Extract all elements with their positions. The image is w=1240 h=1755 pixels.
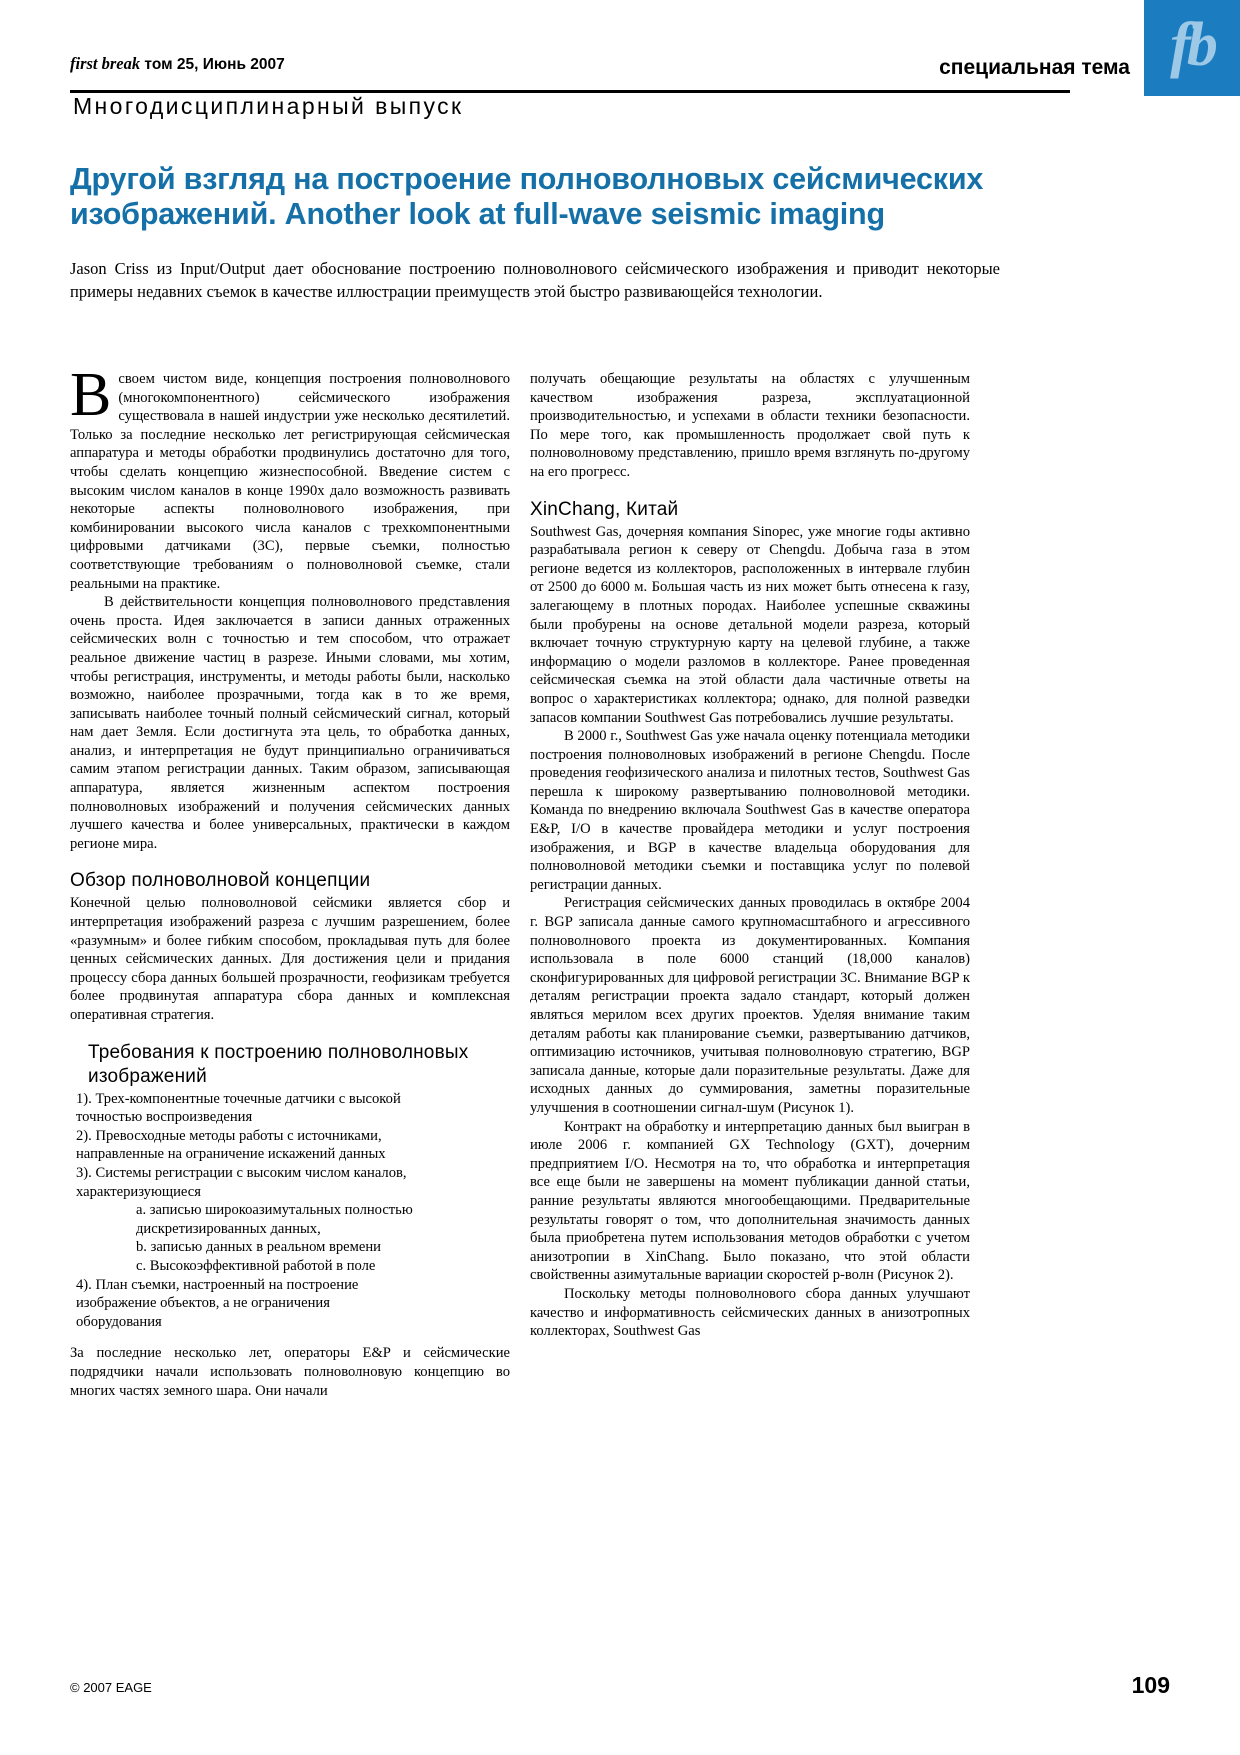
fb-logo-text: fb bbox=[1170, 11, 1214, 79]
right-paragraph-4: Регистрация сейсмических данных проводилась в октябре 2004 г. BGP записала данные самого крупномасштабного и агрессивного полноволнового проекта из документированных. Компания использовала в поле 6000 станций (18,000 каналов) сконфигурированных для цифровой регистрации 3С. Внимание BGP к деталям регистрации проекта задало стандарт, который должен являться мерилом всех других проектов. Уделяя внимание таким деталям работы как планирование съемки, развертыванию датчиков, оптимизацию источников, учитывая полноволновую стратегию, BGP записала данные, которые дали поразительные результаты. Даже для исходных данных до суммирования, заметны поразительные улучшения в соотношении сигнал-шум (Рисунок 1). bbox=[530, 895, 970, 1116]
fb-logo bbox=[1144, 0, 1240, 96]
list-item: характеризующиеся bbox=[76, 1183, 201, 1200]
left-paragraph-2: В действительности концепция полноволнового представления очень проста. Идея заключается в записи данных отраженных сейсмических волн с точностью и тем способом, что отражает реальное движение частиц в разрезе. Иными словами, мы хотим, чтобы регистрация, инструменты, и методы работы были, насколько возможно, наиболее прозрачными, тогда как в то же время, записывать наиболее точный полный сейсмический сигнал, который нам дает Земля. Если достигнута эта цель, то обработка данных, анализ, и интерпретация не будут принципиально ограничиваться самим этапом регистрации данных. Таким образом, записывающая аппаратура, является жизненным аспектом построения полноволновых изображений и получения сейсмических данных лучшего качества и более универсальных, практически в каждом регионе мира. bbox=[70, 594, 510, 852]
list-sub-item: b. записью данных в реальном времени bbox=[136, 1239, 381, 1256]
right-paragraph-1: получать обещающие результаты на областях с улучшенным качеством изображения разреза, эксплуатационной производительностью, и успехами в области техники безопасности. По мере того, как промышленность продолжает свой путь к полноволновому представлению, пришло время взглянуть по-другому на его прогресс. bbox=[530, 371, 970, 480]
list-item: 3). Системы регистрации с высоким числом каналов, bbox=[76, 1164, 407, 1181]
list-sub-item: a. записью широкоазимутальных полностью bbox=[136, 1202, 413, 1219]
article-title: Другой взгляд на построение полноволновых сейсмических изображений. Another look at full-wave seismic imaging bbox=[70, 162, 984, 231]
copyright-notice: © 2007 EAGE bbox=[70, 1680, 152, 1695]
left-paragraph-3: Конечной целью полноволновой сейсмики является сбор и интерпретация изображений разреза с лучшим разрешением, более «разумным» и более гибким способом, прокладывая путь для более ценных сейсмических данных. Для достижения цели и придания процессу сбора данных большей прозрачности, геофизикам требуется более продвинутая аппаратура сбора данных и комплексная оперативная стратегия. bbox=[70, 895, 510, 1023]
issue-info: том 25, Июнь 2007 bbox=[140, 56, 285, 73]
heading-overview: Обзор полноволновой концепции bbox=[70, 870, 371, 892]
left-paragraph-4: За последние несколько лет, операторы E&P и сейсмические подрядчики начали использовать полноволновую концепцию во многих частях земного шара. Они начали bbox=[70, 1345, 510, 1399]
section-kicker: Многодисциплинарный выпуск bbox=[73, 93, 464, 119]
list-sub-item: дискретизированных данных, bbox=[136, 1220, 321, 1237]
list-item: 4). План съемки, настроенный на построение bbox=[76, 1276, 359, 1293]
right-paragraph-2: Southwest Gas, дочерняя компания Sinopec, уже многие годы активно разрабатывала регион к северу от Chengdu. Добыча газа в этом регионе ведется из коллекторов, расположенных в интервале глубин от 2500 до 6000 м. Большая часть из них может быть отнесена к газу, залегающему в плотных породах. Наиболее успешные скважины были пробурены на основе детальной модели разреза, который включает точную структурную карту на целевой глубине, а также информацию о модели разломов в коллекторе. Ранее проведенная сейсмическая съемка на этой области дала частичные ответы на вопрос о характеристиках коллектора; однако, для полной разведки запасов компании Southwest Gas потребовались лучшие результаты. bbox=[530, 523, 970, 726]
right-paragraph-6: Поскольку методы полноволнового сбора данных улучшают качество и информативность сейсмических данных в анизотропных коллекторах, Southwest Gas bbox=[530, 1285, 970, 1340]
left-paragraph-1 bbox=[70, 361, 510, 593]
spacer bbox=[70, 1331, 510, 1344]
right-column bbox=[530, 370, 970, 1341]
drop-cap: В bbox=[70, 361, 112, 429]
article-abstract: Jason Criss из Input/Output дает обоснование построению полноволнового сейсмического изображения и приводит некоторые примеры недавних съемок в качестве иллюстрации преимуществ этой быстро развивающейся технологии. bbox=[70, 259, 1000, 301]
list-item: точностью воспроизведения bbox=[76, 1109, 253, 1126]
list-item: 1). Трех-компонентные точечные датчики с высокой bbox=[76, 1090, 401, 1107]
heading-requirements: Требования к построению полноволновых изображений bbox=[88, 1041, 469, 1087]
list-sub-item: c. Высокоэффективной работой в поле bbox=[136, 1257, 376, 1274]
requirements-list bbox=[70, 1090, 510, 1332]
page-number: 109 bbox=[1131, 1672, 1170, 1698]
special-topic-label: специальная тема bbox=[939, 56, 1130, 79]
left-column bbox=[70, 361, 510, 1400]
right-paragraph-5: Контракт на обработку и интерпретацию данных был выигран в июле 2006 г. компанией GX Technology (GXT), дочерним предприятием I/O. Несмотря на то, что обработка и интерпретация все еще были не завершены на момент публикации данной статьи, ранние результаты являются многообещающими. Предварительные результаты говорят о том, что дополнительная значимость данных была приобретена путем использования методов обработки с учетом анизотропии в XinChang. Было показано, что этой области свойственны азимутальные вариации скоростей p-волн (Рисунок 2). bbox=[530, 1118, 970, 1284]
list-item: оборудования bbox=[76, 1313, 162, 1330]
list-item: 2). Превосходные методы работы с источниками, bbox=[76, 1127, 382, 1144]
list-item: направленные на ограничение искажений данных bbox=[76, 1146, 386, 1163]
masthead bbox=[70, 54, 285, 74]
left-paragraph-1-text: своем чистом виде, концепция построения полноволнового (многокомпонентного) сейсмического изображения существовала в нашей индустрии уже несколько десятилетий. Только за последние несколько лет регистрирующая сейсмическая аппаратура и методы обработки продвинулись достаточно для того, чтобы сделать концепцию жизнеспособной. Введение систем с высоким числом каналов в конце 1990х дало возможность развивать некоторые аспекты полноволнового изображения, при комбинировании высокого числа каналов с трехкомпонентными цифровыми датчиками (3С), первые съемки, полностью соответствующие требованиям о полноволновой съемке, стали реальными на практике. bbox=[70, 371, 510, 592]
heading-xinchang: XinChang, Китай bbox=[530, 498, 679, 520]
right-paragraph-3: В 2000 г., Southwest Gas уже начала оценку потенциала методики построения полноволновых изображений в регионе Chengdu. После проведения геофизического анализа и пилотных тестов, Southwest Gas перешла к широкому развертыванию полноволновой методики. Команда по внедрению включала Southwest Gas в качестве оператора E&P, I/O в качестве провайдера методики и услуг построения изображения, и BGP в качестве владельца оборудования для полноволновой методики съемки и поставщика услуг по полевой регистрации данных. bbox=[530, 728, 970, 893]
list-item: изображение объектов, а не ограничения bbox=[76, 1295, 330, 1312]
journal-name: first break bbox=[70, 54, 141, 73]
